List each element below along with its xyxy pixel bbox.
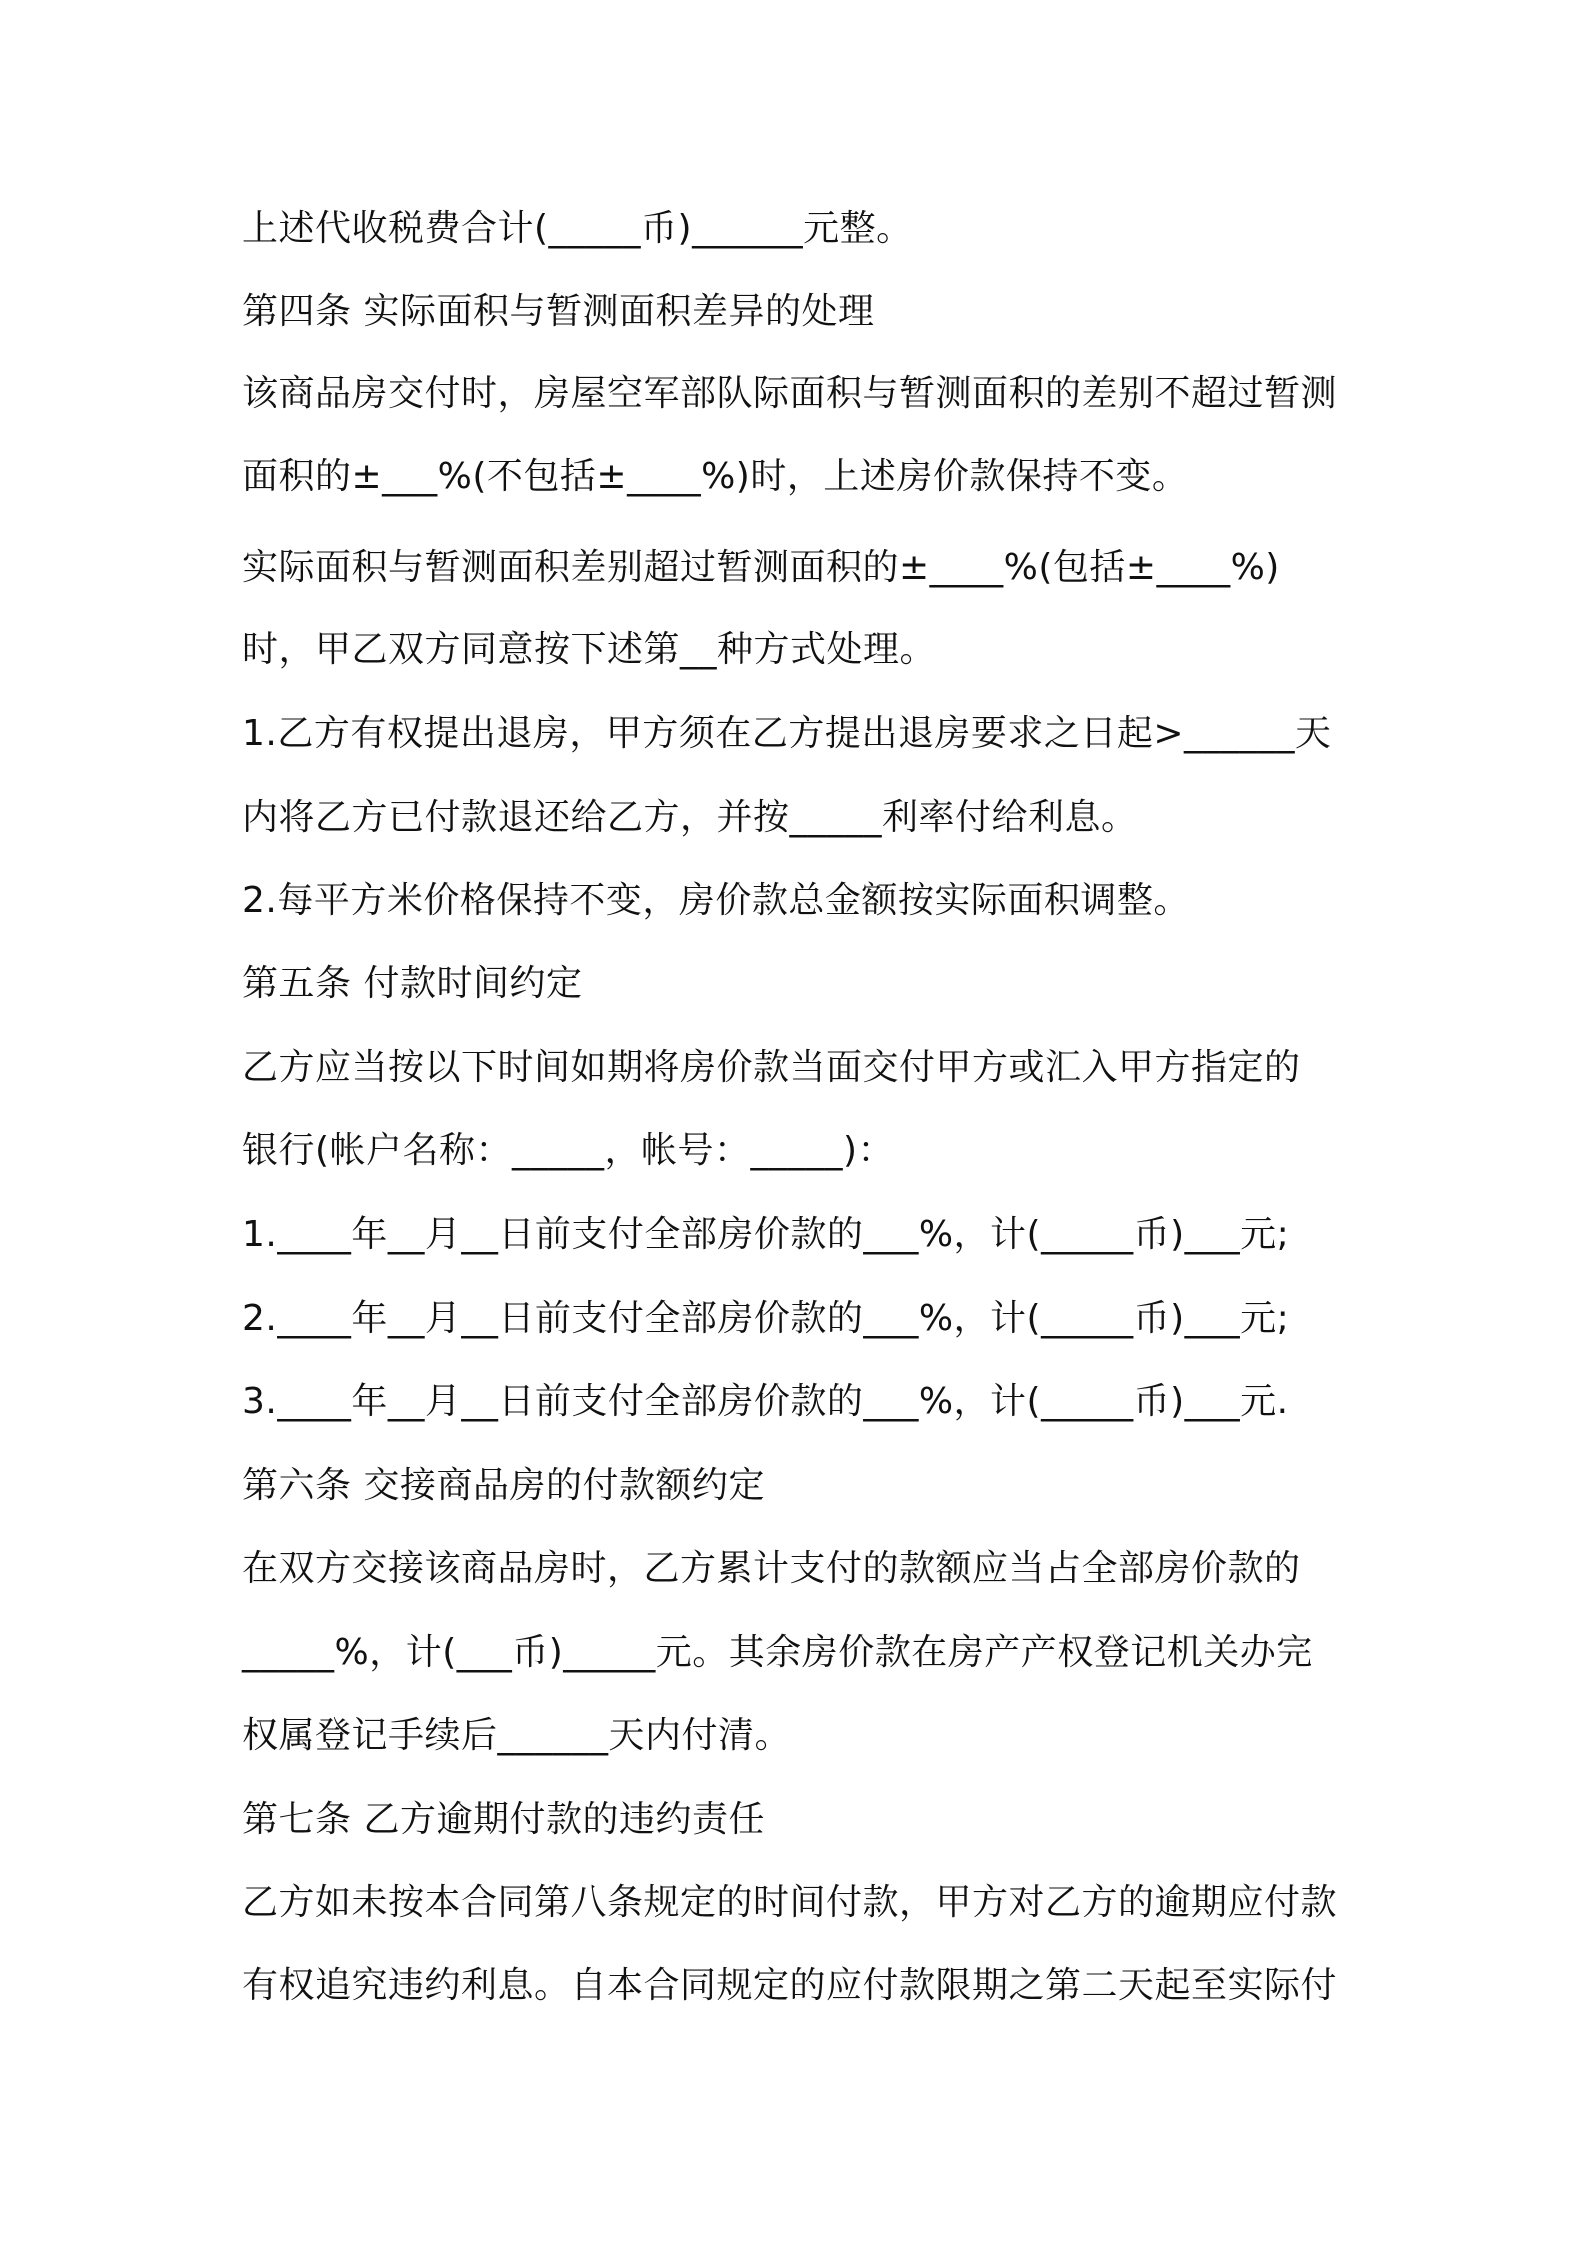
tax-total-line: 上述代收税费合计(_____币)______元整。 [242, 208, 913, 249]
article-4-option-2: 2.每平方米价格保持不变，房价款总金额按实际面积调整。 [242, 880, 1190, 921]
article-5-installment-2: 2.____年__月__日前支付全部房价款的___%，计(_____币)___元; [242, 1298, 1290, 1339]
article-5-installment-3: 3.____年__月__日前支付全部房价款的___%，计(_____币)___元. [242, 1381, 1289, 1422]
article-6-paragraph-line-3: 权属登记手续后______天内付清。 [242, 1715, 792, 1756]
article-5-installment-1: 1.____年__月__日前支付全部房价款的___%，计(_____币)___元; [242, 1214, 1290, 1255]
article-4-paragraph-1-line-2: 面积的±___%(不包括±____%)时，上述房价款保持不变。 [242, 456, 1189, 497]
article-7-heading: 第七条 乙方逾期付款的违约责任 [242, 1799, 765, 1840]
article-7-paragraph-line-2: 有权追究违约利息。自本合同规定的应付款限期之第二天起至实际付 [242, 1965, 1338, 2006]
article-5-heading: 第五条 付款时间约定 [242, 963, 583, 1004]
article-6-heading: 第六条 交接商品房的付款额约定 [242, 1465, 765, 1506]
article-4-option-1-line-1: 1.乙方有权提出退房，甲方须在乙方提出退房要求之日起>______天 [242, 713, 1332, 754]
article-6-paragraph-line-1: 在双方交接该商品房时，乙方累计支付的款额应当占全部房价款的 [242, 1548, 1301, 1589]
article-4-heading: 第四条 实际面积与暂测面积差异的处理 [242, 291, 875, 332]
article-5-paragraph-line-1: 乙方应当按以下时间如期将房价款当面交付甲方或汇入甲方指定的 [242, 1047, 1301, 1088]
article-6-paragraph-line-2: _____%，计(___币)_____元。其余房价款在房产产权登记机关办完 [242, 1632, 1313, 1673]
article-5-paragraph-line-2: 银行(帐户名称：_____，帐号：_____)： [242, 1130, 895, 1171]
article-4-option-1-line-2: 内将乙方已付款退还给乙方，并按_____利率付给利息。 [242, 797, 1138, 838]
article-4-paragraph-1-line-1: 该商品房交付时，房屋空军部队际面积与暂测面积的差别不超过暂测 [242, 373, 1338, 414]
article-7-paragraph-line-1: 乙方如未按本合同第八条规定的时间付款，甲方对乙方的逾期应付款 [242, 1882, 1338, 1923]
article-4-paragraph-2-line-2: 时，甲乙双方同意按下述第__种方式处理。 [242, 629, 937, 670]
article-4-paragraph-2-line-1: 实际面积与暂测面积差别超过暂测面积的±____%(包括±____%) [242, 547, 1280, 588]
